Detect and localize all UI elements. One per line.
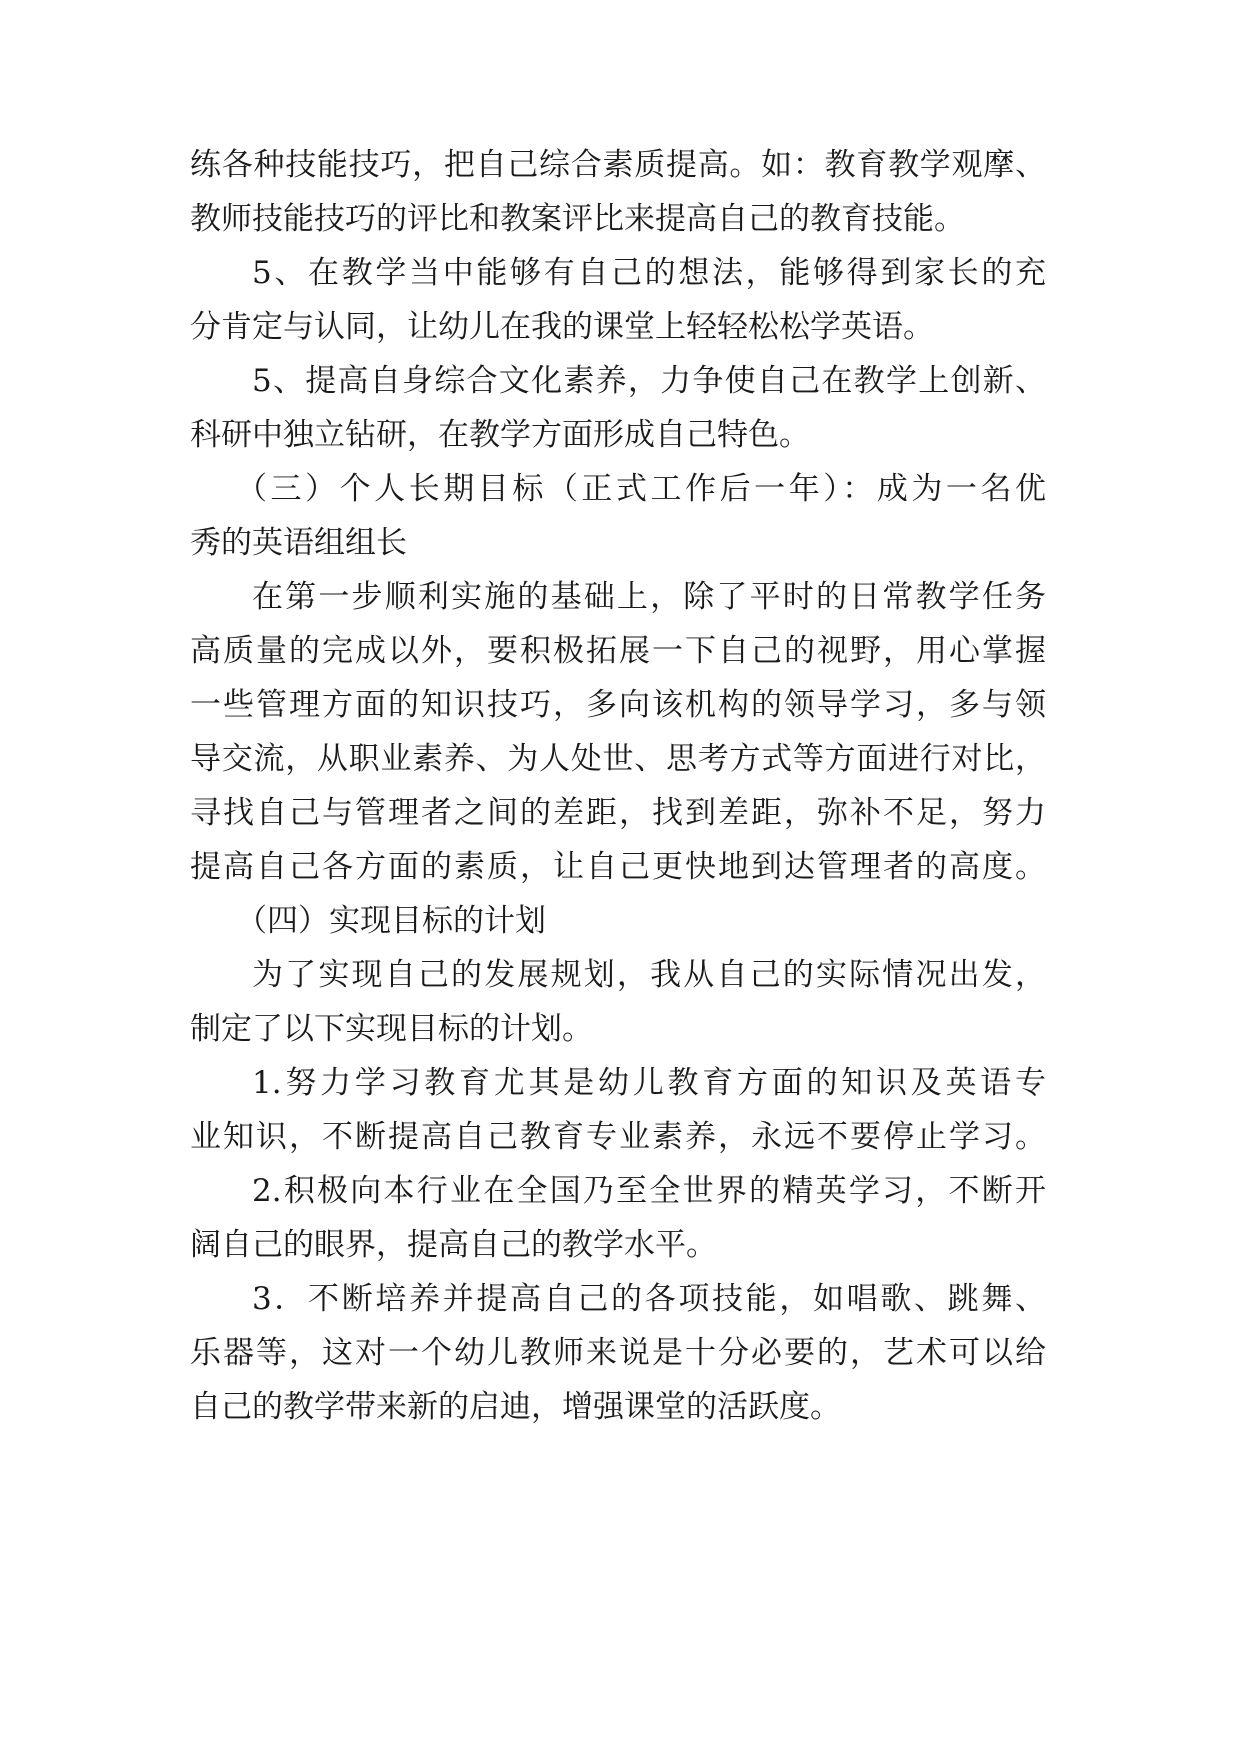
text-line: 5、提高自身综合文化素养，力争使自己在教学上创新、 <box>252 363 1046 399</box>
section-heading: （四）实现目标的计划 <box>236 903 546 939</box>
text-line: 制定了以下实现目标的计划。 <box>190 1011 593 1047</box>
text-line: 高质量的完成以外，要积极拓展一下自己的视野，用心掌握 <box>190 633 1046 669</box>
text-line: 导交流，从职业素养、为人处世、思考方式等方面进行对比， <box>190 741 1046 777</box>
text-line: 教师技能技巧的评比和教案评比来提高自己的教育技能。 <box>190 201 965 237</box>
text-line: 在第一步顺利实施的基础上，除了平时的日常教学任务 <box>252 579 1046 615</box>
text-line: 一些管理方面的知识技巧，多向该机构的领导学习，多与领 <box>190 687 1046 723</box>
text-line: 5、在教学当中能够有自己的想法，能够得到家长的充 <box>252 255 1046 291</box>
text-line: 乐器等，这对一个幼儿教师来说是十分必要的，艺术可以给 <box>190 1335 1046 1371</box>
text-line: 自己的教学带来新的启迪，增强课堂的活跃度。 <box>190 1389 841 1425</box>
text-line: 寻找自己与管理者之间的差距，找到差距，弥补不足，努力 <box>190 795 1046 831</box>
section-heading-continued: 秀的英语组组长 <box>190 525 407 561</box>
text-line: 科研中独立钻研，在教学方面形成自己特色。 <box>190 417 810 453</box>
text-line: 业知识，不断提高自己教育专业素养，永远不要停止学习。 <box>190 1119 1046 1155</box>
section-heading: （三）个人长期目标（正式工作后一年）：成为一名优 <box>236 471 1046 507</box>
text-line: 练各种技能技巧，把自己综合素质提高。如：教育教学观摩、 <box>190 147 1046 183</box>
text-line: 提高自己各方面的素质，让自己更快地到达管理者的高度。 <box>190 849 1046 885</box>
text-line: 阔自己的眼界，提高自己的教学水平。 <box>190 1227 717 1263</box>
text-line: 为了实现自己的发展规划，我从自己的实际情况出发， <box>252 957 1046 993</box>
list-item: 3．不断培养并提高自己的各项技能，如唱歌、跳舞、 <box>252 1281 1046 1317</box>
text-line: 分肯定与认同，让幼儿在我的课堂上轻轻松松学英语。 <box>190 309 934 345</box>
list-item: 2.积极向本行业在全国乃至全世界的精英学习，不断开 <box>252 1173 1046 1209</box>
list-item: 1.努力学习教育尤其是幼儿教育方面的知识及英语专 <box>252 1065 1046 1101</box>
